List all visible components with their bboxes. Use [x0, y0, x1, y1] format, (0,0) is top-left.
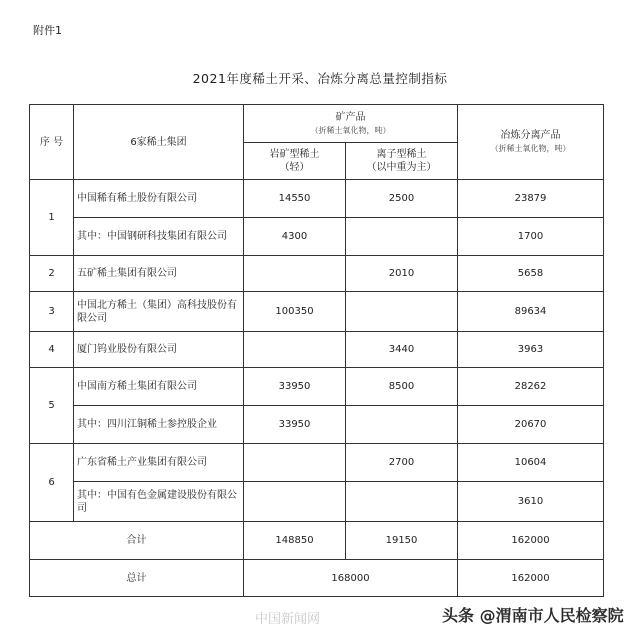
header-rock-cell [244, 143, 346, 180]
ion-cell [346, 406, 458, 444]
ion-cell [346, 292, 458, 332]
ion-cell [346, 482, 458, 522]
header-rock: 岩矿型稀土 [269, 149, 320, 160]
company-cell: 厦门钨业股份有限公司 [74, 332, 244, 368]
account-watermark: 头条 @渭南市人民检察院 [442, 606, 624, 625]
header-smelt-cell [458, 105, 604, 180]
subtotal-row [30, 522, 604, 560]
table-row [30, 332, 604, 368]
ion-cell: 2010 [346, 256, 458, 292]
quota-table [29, 104, 604, 597]
total-smelt: 162000 [458, 560, 604, 597]
smelt-cell: 1700 [458, 218, 604, 256]
table-row [30, 406, 604, 444]
header-ion-cell [346, 143, 458, 180]
rock-cell: 33950 [244, 368, 346, 406]
rock-cell: 4300 [244, 218, 346, 256]
smelt-cell: 23879 [458, 180, 604, 218]
table-row [30, 482, 604, 522]
subtotal-rock: 148850 [244, 522, 346, 560]
source-watermark: 中国新闻网 [255, 612, 321, 627]
ion-cell: 2700 [346, 444, 458, 482]
company-cell: 中国稀有稀土股份有限公司 [74, 180, 244, 218]
rock-cell: 100350 [244, 292, 346, 332]
smelt-cell: 89634 [458, 292, 604, 332]
total-mine: 168000 [244, 560, 458, 597]
seq-cell: 2 [30, 256, 74, 292]
smelt-cell: 5658 [458, 256, 604, 292]
table-row [30, 368, 604, 406]
rock-cell [244, 332, 346, 368]
table-row [30, 292, 604, 332]
company-cell: 其中：中国钢研科技集团有限公司 [74, 218, 244, 256]
total-label: 总计 [30, 560, 244, 597]
seq-cell: 6 [30, 444, 74, 522]
smelt-cell: 3963 [458, 332, 604, 368]
subtotal-ion: 19150 [346, 522, 458, 560]
ion-cell: 3440 [346, 332, 458, 368]
rock-cell: 14550 [244, 180, 346, 218]
header-mine: 矿产品 [335, 111, 366, 123]
rock-cell [244, 482, 346, 522]
header-ion: 离子型稀土 [376, 149, 427, 160]
header-smelt: 冶炼分离产品 [500, 130, 561, 141]
seq-cell: 5 [30, 368, 74, 444]
header-mine-cell [244, 105, 458, 143]
ion-cell: 2500 [346, 180, 458, 218]
table-row [30, 180, 604, 218]
ion-cell [346, 218, 458, 256]
subtotal-label: 合计 [30, 522, 244, 560]
company-cell: 中国南方稀土集团有限公司 [74, 368, 244, 406]
rock-cell [244, 256, 346, 292]
rock-cell: 33950 [244, 406, 346, 444]
table-row [30, 444, 604, 482]
table-row [30, 256, 604, 292]
smelt-cell: 10604 [458, 444, 604, 482]
header-rock-note: （轻） [279, 162, 310, 173]
header-mine-note: （折稀土氧化物，吨） [310, 125, 391, 135]
company-cell: 其中：中国有色金属建设股份有限公司 [74, 482, 244, 522]
attachment-label: 附件1 [33, 24, 62, 37]
subtotal-smelt: 162000 [458, 522, 604, 560]
company-cell: 五矿稀土集团有限公司 [74, 256, 244, 292]
seq-cell: 3 [30, 292, 74, 332]
company-cell: 其中：四川江铜稀土参控股企业 [74, 406, 244, 444]
company-cell: 中国北方稀土（集团）高科技股份有限公司 [74, 292, 244, 332]
total-row [30, 560, 604, 597]
smelt-cell: 28262 [458, 368, 604, 406]
header-group: 6家稀土集团 [74, 105, 244, 180]
header-seq: 序 号 [30, 105, 74, 180]
header-smelt-note: （折稀土氧化物，吨） [490, 144, 571, 153]
company-cell: 广东省稀土产业集团有限公司 [74, 444, 244, 482]
seq-cell: 1 [30, 180, 74, 256]
rock-cell [244, 444, 346, 482]
smelt-cell: 20670 [458, 406, 604, 444]
header-ion-note: （以中重为主） [366, 162, 437, 173]
smelt-cell: 3610 [458, 482, 604, 522]
table-row [30, 218, 604, 256]
page-title: 2021年度稀土开采、冶炼分离总量控制指标 [192, 71, 448, 86]
seq-cell: 4 [30, 332, 74, 368]
ion-cell: 8500 [346, 368, 458, 406]
